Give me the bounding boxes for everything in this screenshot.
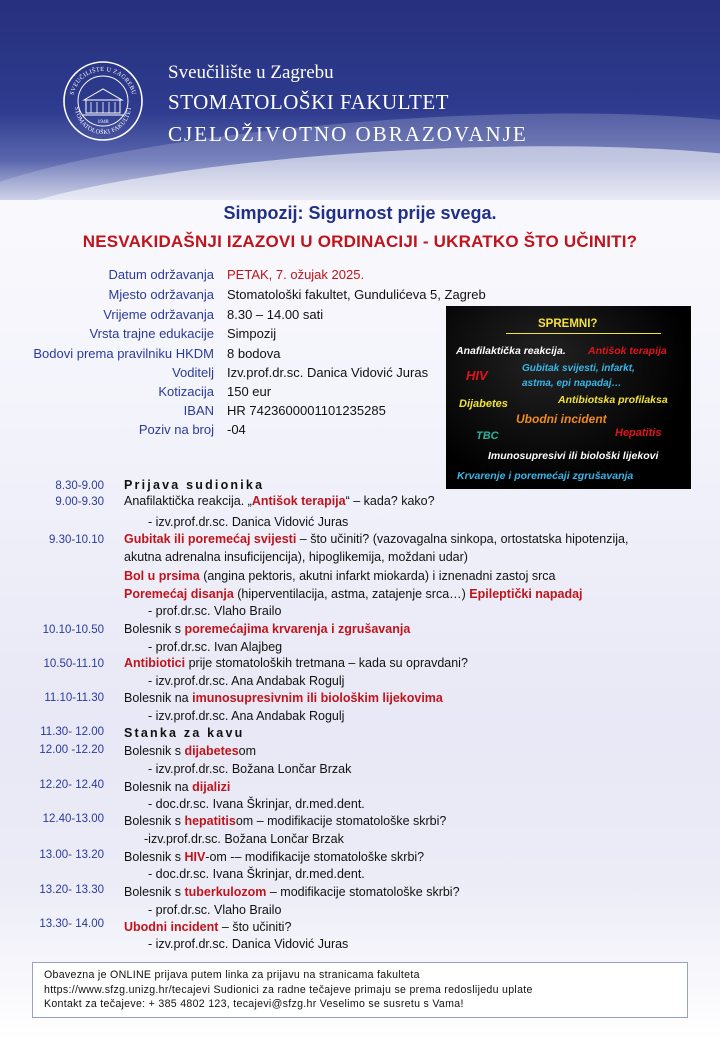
schedule-speaker: - prof.dr.sc. Ivan Alajbeg	[148, 640, 283, 654]
promo-heading: SPREMNI?	[538, 318, 598, 330]
schedule-time: 11.10-11.30	[44, 692, 104, 704]
schedule-time: 12.20- 12.40	[39, 779, 104, 791]
info-value-time: 8.30 – 14.00 sati	[227, 307, 324, 322]
promo-item: Anafilaktička reakcija.	[456, 345, 566, 357]
schedule-topic: Bolesnik s tuberkulozom – modifikacije stomatološke skrbi?	[124, 885, 460, 899]
promo-item: Ubodni incident	[516, 412, 607, 426]
info-label-reference: Poziv na broj	[138, 422, 214, 437]
promo-item: Gubitak svijesti, infarkt,	[522, 363, 635, 374]
schedule-topic-cont: akutna adrenalna insuficijencija), hipoglikemija, moždani udar)	[124, 550, 468, 564]
schedule-topic: Bolesnik na dijalizi	[124, 780, 231, 794]
schedule-speaker: - doc.dr.sc. Ivana Škrinjar, dr.med.dent.	[148, 797, 365, 811]
footer-link-note: https://www.sfzg.unizg.hr/tecajevi Sudionici za radne tečajeve primaju se prema redoslijedu uplate	[44, 984, 533, 996]
promo-heading-underline	[506, 333, 661, 334]
info-label-fee: Kotizacija	[158, 384, 214, 399]
promo-item: HIV	[466, 368, 488, 383]
footer-contact: Kontakt za tečajeve: + 385 4802 123, tecajevi@sfzg.hr Veselimo se susretu s Vama!	[44, 998, 464, 1010]
info-value-fee: 150 eur	[227, 384, 272, 399]
info-label-place: Mjesto održavanja	[108, 287, 214, 302]
schedule-speaker: - prof.dr.sc. Vlaho Brailo	[148, 604, 282, 618]
schedule-time: 10.10-10.50	[42, 624, 104, 636]
schedule-break: Stanka za kavu	[124, 726, 245, 740]
schedule-topic: Gubitak ili poremećaj svijesti – što učiniti? (vazovagalna sinkopa, ortostatska hipotenzija,	[124, 532, 629, 546]
schedule-topic: Bolesnik s poremećajima krvarenja i zgrušavanja	[124, 622, 411, 636]
schedule-time: 13.20- 13.30	[39, 884, 104, 896]
schedule-time: 9.30-10.10	[49, 534, 104, 546]
promo-item: astma, epi napadaj…	[522, 378, 622, 389]
schedule-speaker: - izv.prof.dr.sc. Božana Lončar Brzak	[148, 762, 352, 776]
schedule-time: 11.30- 12.00	[40, 726, 104, 738]
schedule-topic: Bolesnik na imunosupresivnim ili biološkim lijekovima	[124, 691, 443, 705]
info-value-reference: -04	[227, 422, 246, 437]
info-value-place: Stomatološki fakultet, Gundulićeva 5, Zagreb	[227, 287, 486, 302]
schedule-speaker: -izv.prof.dr.sc. Božana Lončar Brzak	[144, 832, 344, 846]
info-value-leader: Izv.prof.dr.sc. Danica Vidović Juras	[227, 365, 429, 380]
university-name: Sveučilište u Zagrebu	[168, 62, 334, 83]
info-label-iban: IBAN	[183, 403, 214, 418]
university-seal-icon	[62, 60, 144, 142]
schedule-speaker: - izv.prof.dr.sc. Danica Vidović Juras	[148, 937, 349, 951]
info-label-time: Vrijeme održavanja	[103, 307, 214, 322]
schedule-time: 9.00-9.30	[55, 496, 104, 508]
schedule-topic: Anafilaktička reakcija. „Antišok terapija“ – kada? kako?	[124, 494, 435, 508]
faculty-name: STOMATOLOŠKI FAKULTET	[168, 90, 449, 114]
info-label-points: Bodovi prema pravilniku HKDM	[33, 346, 214, 361]
department-name: CJELOŽIVOTNO OBRAZOVANJE	[168, 122, 528, 146]
schedule-topic: Bolesnik s dijabetesom	[124, 744, 257, 758]
svg-text:1948: 1948	[97, 119, 109, 125]
schedule-time: 13.00- 13.20	[39, 849, 104, 861]
symposium-title: NESVAKIDAŠNJI IZAZOVI U ORDINACIJI - UKRATKO ŠTO UČINITI?	[82, 232, 638, 251]
promo-item: Antibiotska profilaksa	[558, 394, 668, 406]
schedule-speaker: - izv.prof.dr.sc. Ana Andabak Rogulj	[148, 709, 345, 723]
info-value-iban: HR 7423600001101235285	[227, 403, 386, 418]
info-value-points: 8 bodova	[227, 346, 281, 361]
promo-item: Dijabetes	[459, 398, 508, 410]
header-banner	[0, 0, 720, 200]
svg-text:SVEUČILIŠTE U ZAGREBU: SVEUČILIŠTE U ZAGREBU	[68, 65, 138, 96]
schedule-topic: Bolesnik s hepatitisom – modifikacije stomatološke skrbi?	[124, 814, 447, 828]
info-label-leader: Voditelj	[172, 365, 214, 380]
schedule-speaker: - doc.dr.sc. Ivana Škrinjar, dr.med.dent.	[148, 867, 365, 881]
schedule-time: 10.50-11.10	[43, 658, 104, 670]
promo-item: Imunosupresivi ili biološki lijekovi	[488, 450, 659, 462]
schedule-time: 8.30-9.00	[55, 480, 104, 492]
promo-item: Hepatitis	[615, 427, 662, 439]
schedule-topic: Bol u prsima (angina pektoris, akutni infarkt miokarda) i iznenadni zastoj srca	[124, 569, 556, 583]
info-value-date: PETAK, 7. ožujak 2025.	[227, 267, 365, 282]
promo-box	[446, 306, 691, 489]
schedule-time: 12.00 -12.20	[39, 744, 104, 756]
info-label-date: Datum održavanja	[108, 267, 214, 282]
symposium-subtitle: Simpozij: Sigurnost prije svega.	[223, 203, 497, 223]
schedule-speaker: - izv.prof.dr.sc. Danica Vidović Juras	[148, 515, 349, 529]
promo-item: Krvarenje i poremećaji zgrušavanja	[457, 470, 634, 482]
footer-box	[32, 962, 688, 1018]
schedule-topic: Poremećaj disanja (hiperventilacija, astma, zatajenje srca…) Epileptički napadaj	[124, 587, 583, 601]
promo-item: TBC	[476, 430, 499, 442]
footer-registration-note: Obavezna je ONLINE prijava putem linka za prijavu na stranicama fakulteta	[44, 969, 420, 981]
promo-item: Antišok terapija	[588, 345, 667, 357]
schedule-time: 13.30- 14.00	[39, 918, 104, 930]
schedule-registration: Prijava sudionika	[124, 478, 265, 492]
schedule-topic: Ubodni incident – što učiniti?	[124, 920, 292, 934]
schedule-speaker: - izv.prof.dr.sc. Ana Andabak Rogulj	[148, 674, 345, 688]
schedule-topic: Bolesnik s HIV-om -– modifikacije stomatološke skrbi?	[124, 850, 425, 864]
schedule-topic: Antibiotici prije stomatoloških tretmana – kada su opravdani?	[124, 656, 468, 670]
schedule-speaker: - prof.dr.sc. Vlaho Brailo	[148, 903, 282, 917]
svg-text:STOMATOLOŠKI FAKULTET: STOMATOLOŠKI FAKULTET	[72, 106, 134, 137]
info-label-type: Vrsta trajne edukacije	[89, 326, 214, 341]
info-value-type: Simpozij	[227, 326, 277, 341]
schedule-time: 12.40-13.00	[42, 813, 104, 825]
